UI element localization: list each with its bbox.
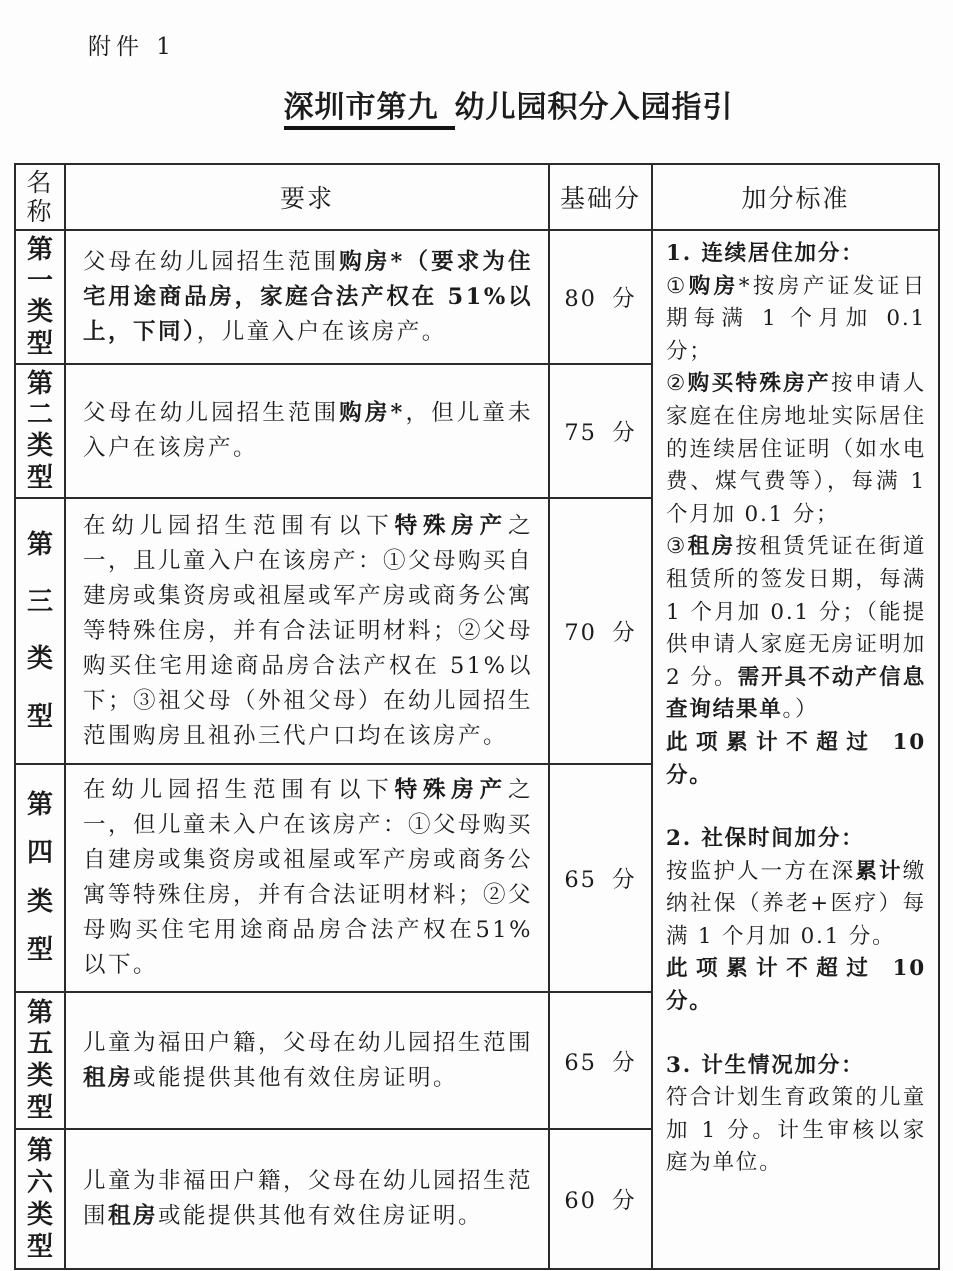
type-4-label: 第 四 类 型 — [26, 789, 53, 966]
type-6-requirement: 儿童为非福田户籍，父母在幼儿园招生范围租房或能提供其他有效住房证明。 — [65, 1129, 549, 1269]
header-row — [15, 164, 939, 230]
type-2-base-score: 75 分 — [549, 364, 652, 498]
type-6-base-score: 60 分 — [549, 1129, 652, 1269]
type-4-base-score: 65 分 — [549, 764, 652, 992]
type-5-label: 第 五 类 型 — [26, 997, 53, 1123]
bonus-section-3-body: 符合计划生育政策的儿童加 1 分。计生审核以家庭为单位。 — [666, 1085, 926, 1176]
bonus-standards-cell — [652, 230, 939, 1269]
type-2-label: 第 二 类 型 — [26, 368, 53, 493]
bonus-item-purchase: ①购房*按房产证发证日期每满 1 个月加 0.1 分； — [666, 273, 926, 364]
type-1-label: 第 一 类 型 — [26, 234, 53, 359]
type-5-base-score: 65 分 — [549, 992, 652, 1129]
type-4-requirement: 在幼儿园招生范围有以下特殊房产之一，但儿童未入户在该房产：①父母购买自建房或集资房或祖屋或军产房或商务公寓等特殊住房，并有合法证明材料；②父母购买住宅用途商品房合法产权在51%以下。 — [65, 764, 549, 992]
bonus-item-special-property: ②购买特殊房产按申请人家庭在住房地址实际居住的连续居住证明（如水电费、煤气费等），每满 1 个月加 0.1 分； — [666, 371, 927, 527]
bonus-section-2-cap: 此项累计不超过 10 分。 — [666, 956, 926, 1015]
bonus-section-1-title: 1. 连续居住加分： — [666, 241, 865, 266]
bonus-section-1-cap: 此项累计不超过 10 分。 — [666, 729, 926, 788]
type-5-label-cell — [15, 992, 65, 1129]
type-6-label: 第 六 类 型 — [26, 1135, 53, 1262]
type-1-requirement: 父母在幼儿园招生范围购房*（要求为住宅用途商品房，家庭合法产权在 51%以上，下同），儿童入户在该房产。 — [65, 230, 549, 364]
type-2-requirement: 父母在幼儿园招生范围购房*，但儿童未入户在该房产。 — [65, 364, 549, 498]
page-title — [0, 82, 953, 126]
type-1-label-cell — [15, 230, 65, 364]
bonus-section-3-title: 3. 计生情况加分： — [666, 1052, 865, 1078]
type-3-requirement: 在幼儿园招生范围有以下特殊房产之一，且儿童入户在该房产：①父母购买自建房或集资房或祖屋或军产房或商务公寓等特殊住房，并有合法证明材料；②父母购买住宅用途商品房合法产权在 51%以下；③祖父母（外祖父母）在幼儿园招生范围购房且祖孙三代户口均在该房产。 — [65, 498, 549, 764]
type-3-base-score: 70 分 — [549, 498, 652, 764]
title-underlined-part: 深圳市第九 — [284, 90, 455, 130]
type-5-requirement: 儿童为福田户籍，父母在幼儿园招生范围租房或能提供其他有效住房证明。 — [65, 992, 549, 1129]
header-bonus: 加分标准 — [652, 164, 939, 230]
bonus-section-2-title: 2. 社保时间加分： — [666, 826, 865, 852]
bonus-section-2-body: 按监护人一方在深累计缴纳社保（养老+医疗）每满 1 个月加 0.1 分。 — [666, 858, 926, 949]
type-6-label-cell — [15, 1129, 65, 1269]
type-2-label-cell — [15, 364, 65, 498]
table-row-type-1 — [15, 230, 939, 364]
type-1-base-score: 80 分 — [549, 230, 652, 364]
title-rest-part: 幼儿园积分入园指引 — [454, 90, 734, 125]
header-name: 名 称 — [15, 164, 65, 230]
header-base-score: 基础分 — [549, 164, 652, 230]
type-3-label: 第 三 类 型 — [26, 529, 53, 732]
admission-points-table — [14, 163, 940, 1270]
attachment-label: 附件 1 — [88, 34, 176, 60]
type-3-label-cell — [15, 498, 65, 764]
type-4-label-cell — [15, 764, 65, 992]
bonus-item-rent: ③租房按租赁凭证在街道租赁所的签发日期，每满 1 个月加 0.1 分；（能提供申请人家庭无房证明加 2 分。需开具不动产信息查询结果单。） — [666, 534, 927, 723]
header-requirement: 要求 — [65, 164, 549, 230]
